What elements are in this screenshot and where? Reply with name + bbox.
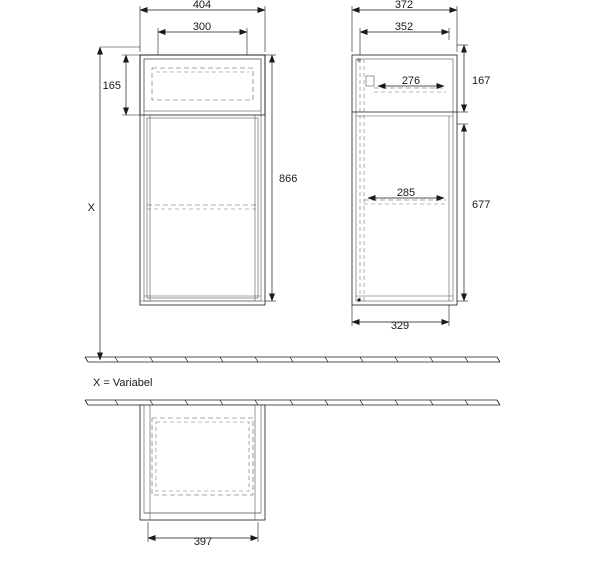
dim-top-width-397: 397 bbox=[193, 536, 213, 548]
note-variable: X = Variabel bbox=[93, 377, 153, 389]
dim-side-handle-276: 276 bbox=[401, 75, 421, 87]
dim-side-inner-352: 352 bbox=[394, 21, 414, 33]
top-view bbox=[140, 405, 265, 548]
front-view bbox=[88, 0, 298, 360]
dim-front-drawer-165: 165 bbox=[102, 80, 121, 92]
dim-front-inner-300: 300 bbox=[192, 21, 212, 33]
ground-line-upper bbox=[85, 357, 500, 362]
dim-side-shelf-285: 285 bbox=[396, 187, 416, 199]
dim-side-base-329: 329 bbox=[390, 320, 410, 332]
dim-front-variable-x: X bbox=[87, 202, 95, 214]
dim-side-top-167: 167 bbox=[472, 75, 491, 87]
ground-line-lower bbox=[85, 400, 500, 405]
dim-front-height-866: 866 bbox=[279, 173, 298, 185]
dim-side-depth-372: 372 bbox=[394, 0, 414, 11]
dim-front-width-404: 404 bbox=[192, 0, 212, 11]
dim-side-body-677: 677 bbox=[472, 199, 491, 211]
side-view bbox=[352, 0, 490, 332]
